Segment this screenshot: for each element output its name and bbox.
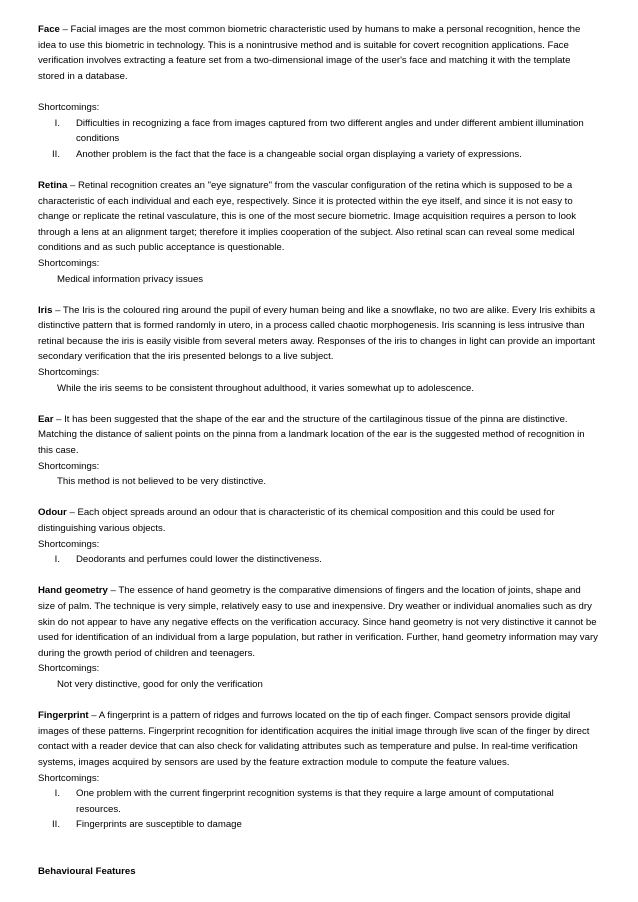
list-item: I. One problem with the current fingerprint recognition systems is that they require a large amount of computational resources. <box>54 788 554 815</box>
document-page <box>38 22 598 880</box>
hand-geometry-shortcoming: Not very distinctive, good for only the verification <box>57 678 263 690</box>
hand-geometry-paragraph <box>38 583 598 661</box>
list-item: I. Difficulties in recognizing a face from images captured from two different angles and under different ambient illumination conditions <box>54 117 584 145</box>
fingerprint-body: – A fingerprint is a pattern of ridges and furrows located on the tip of each finger. Compact sensors provide digital images of these patterns. Fingerprint recognition for identification acquires the initial image through live scan of the finger by direct contact with a reader device that can also check for validating attributes such as temperature and pulse. In real-time verification systems, images acquired by sensors are used by the feature extraction module to compute the feature values. <box>38 710 590 768</box>
ear-body: – It has been suggested that the shape of the ear and the structure of the cartilaginous tissue of the pinna are distinctive. Matching the distance of salient points on the pinna from a landmark location of the ear is the suggested method of recognition in this case. <box>38 413 585 457</box>
iris-term: Iris <box>38 304 53 316</box>
face-body: – Facial images are the most common biometric characteristic used by humans to make a personal recognition, hence the idea to use this biometric in technology. This is a nonintrusive method and is suitable for covert recognition applications. Face verification involves extracting a feature set from a two-dimensional image of the user's face and matching it with the template stored in a database. <box>38 24 581 82</box>
retina-shortcomings-label: Shortcomings: <box>38 257 100 269</box>
iris-paragraph <box>38 303 598 365</box>
hand-geometry-term: Hand geometry <box>38 585 108 597</box>
hand-geometry-shortcomings-label: Shortcomings: <box>38 663 100 675</box>
fingerprint-paragraph <box>38 708 598 770</box>
retina-term: Retina <box>38 179 68 191</box>
iris-body: – The Iris is the coloured ring around the pupil of every human being and like a snowflake, no two are alike. Every Iris exhibits a distinctive pattern that is formed randomly in utero, in a process called chaotic morphogenesis. Iris scanning is less intrusive than retinal because the iris is easily visible from several meters away. Responses of the iris to changes in light can provide an important secondary verification that the iris presented belongs to a live subject. <box>38 304 596 363</box>
retina-shortcoming: Medical information privacy issues <box>57 273 204 285</box>
face-term: Face <box>38 24 60 35</box>
behavioural-features-heading: Behavioural Features <box>38 866 136 878</box>
fingerprint-term: Fingerprint <box>38 710 89 722</box>
odour-shortcomings-label: Shortcomings: <box>38 538 100 550</box>
face-shortcomings-label: Shortcomings: <box>38 101 100 113</box>
hand-geometry-body: – The essence of hand geometry is the comparative dimensions of fingers and the location of joints, shape and size of palm. The technique is very simple, relatively easy to use and inexpensive. Dry weather or individual anomalies such as dry skin do not appear to have any negative effects on the verification accuracy. Since hand geometry is not very distinctive it cannot be used for identification of an individual from a large population, but rather in verification. Further, hand geometry information may vary during the growth period of children and teenagers. <box>38 585 598 659</box>
list-item: II. Another problem is the fact that the face is a changeable social organ displaying a variety of expressions. <box>52 148 522 160</box>
odour-shortcomings-list <box>38 552 598 568</box>
list-item: II. Fingerprints are susceptible to damage <box>52 819 242 831</box>
ear-paragraph <box>38 412 598 459</box>
retina-paragraph <box>38 178 598 256</box>
odour-paragraph <box>38 505 598 536</box>
iris-shortcoming: While the iris seems to be consistent throughout adulthood, it varies somewhat up to adolescence. <box>57 382 475 394</box>
ear-shortcomings-label: Shortcomings: <box>38 460 100 472</box>
list-item: I. Deodorants and perfumes could lower the distinctiveness. <box>54 554 322 566</box>
odour-term: Odour <box>38 507 67 519</box>
odour-body: – Each object spreads around an odour that is characteristic of its chemical composition and this could be used for distinguishing various objects. <box>38 507 555 534</box>
ear-term: Ear <box>38 413 54 425</box>
retina-body: – Retinal recognition creates an "eye signature" from the vascular configuration of the retina which is supposed to be a characteristic of each individual and each eye, respectively. Since it is protected within the eye itself, and since it is not easy to change or replicate the retinal vasculature, this is one of the most secure biometric. Image acquisition requires a person to look through a lens at an alignment target; therefore it implies cooperation of the subject. Also retinal scan can reveal some medical conditions and as such public acceptance is questionable. <box>38 179 577 254</box>
fingerprint-shortcomings-label: Shortcomings: <box>38 772 100 784</box>
fingerprint-shortcomings-list <box>38 786 598 833</box>
ear-shortcoming: This method is not believed to be very distinctive. <box>57 476 267 488</box>
face-shortcomings-list <box>38 116 598 163</box>
face-paragraph <box>38 22 598 84</box>
iris-shortcomings-label: Shortcomings: <box>38 367 100 379</box>
